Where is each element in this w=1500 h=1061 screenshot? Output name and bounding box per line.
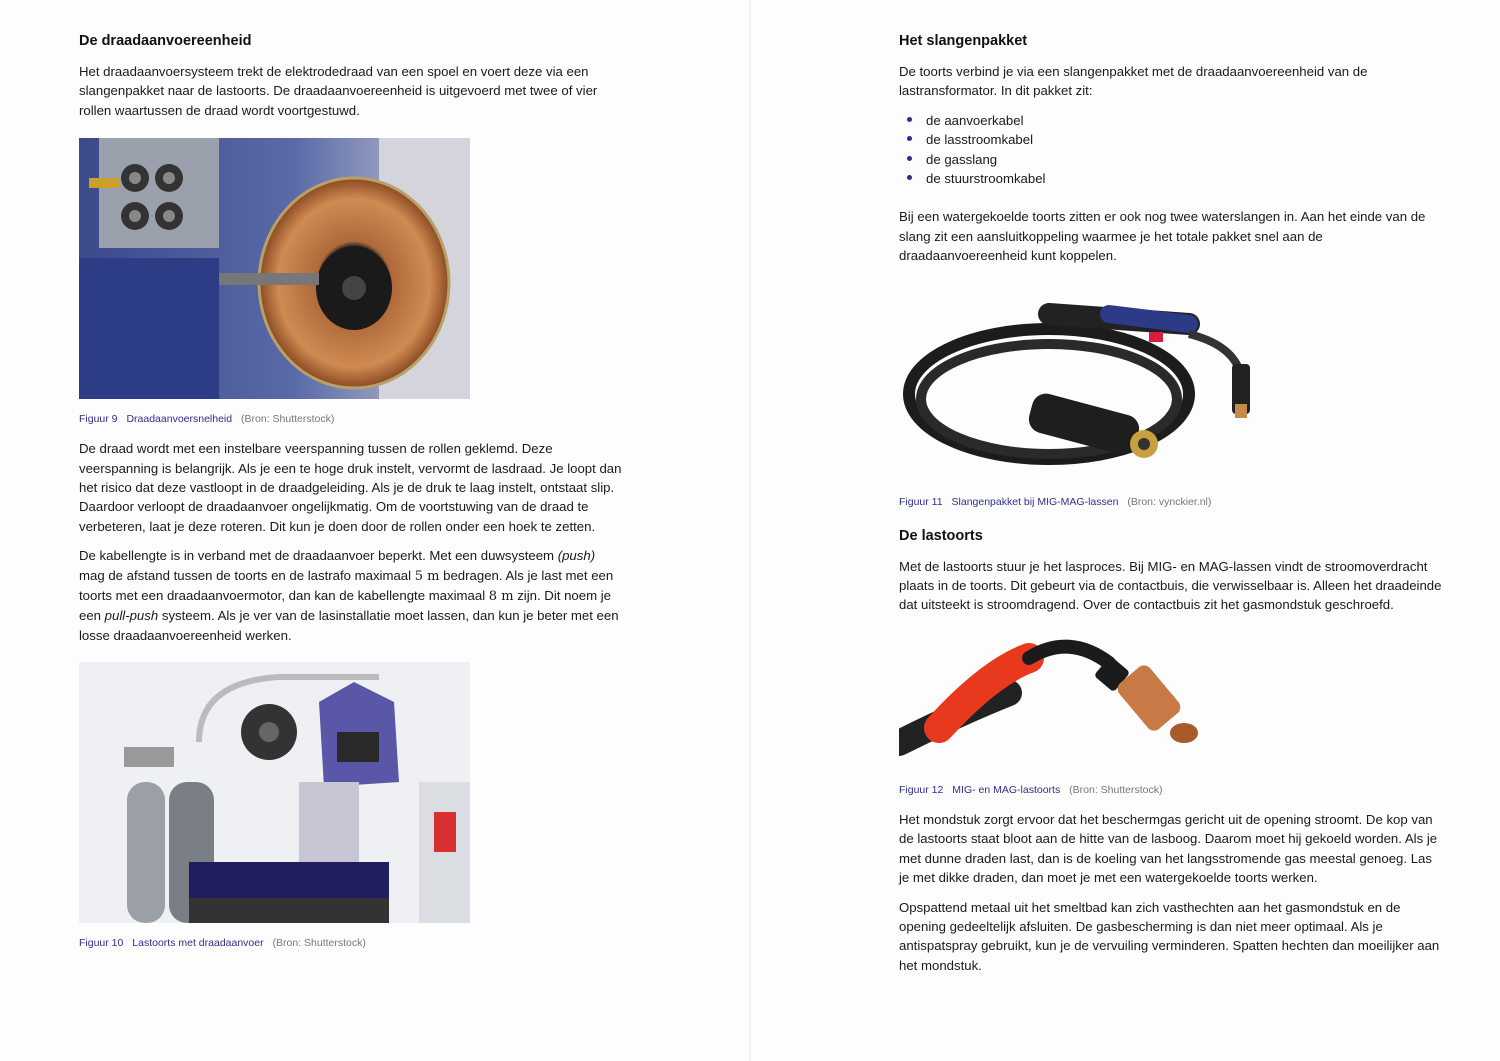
list-item-text: de aanvoerkabel (926, 112, 1024, 128)
text-span: bedragen. Als je last met een toorts met een draadaanvoermotor, dan kan de kabellengte maximaal (79, 567, 614, 604)
figure-9 (79, 138, 624, 426)
wire-feeder-photo (79, 138, 470, 399)
welding-torch-cart-photo (79, 662, 470, 923)
figure-title: Slangenpakket bij MIG-MAG-lassen (951, 495, 1119, 508)
pakket-contents-list (899, 111, 1444, 189)
list-item (899, 111, 1444, 130)
length-value-5m: 5 m (414, 568, 440, 584)
figure-10-caption (79, 936, 624, 950)
text-span: zijn. Dit noem je een (79, 588, 612, 624)
intro-paragraph-slangenpakket: De toorts verbind je via een slangenpakket met de draadaanvoereenheid van de lastransformator. In dit pakket zit: (899, 64, 1368, 99)
list-item-text: de stuurstroomkabel (926, 171, 1046, 187)
welding-torch-photo (899, 633, 1244, 775)
text-span: mag de afstand tussen de toorts en de lastrafo maximaal (79, 567, 415, 583)
bullet-icon (907, 175, 912, 180)
text-span: De kabellengte is in verband met de draadaanvoer beperkt. Met een duwsysteem (79, 548, 558, 564)
paragraph-veerspanning: De draad wordt met een instelbare veerspanning tussen de rollen geklemd. Deze veerspanning is belangrijk. Als je een te hoge druk instelt, vervormt de lasdraad. Je loopt dan het risico dat deze vastloopt in de draadgeleiding. Als je de druk te laag instelt, ontstaat slip. Daardoor verloopt de draadaanvoer ongelijkmatig. Om de voortstuwing van de draad te verbeteren, laat je deze roteren. Dit kun je doen door de rollen onder een hoek te zetten. (79, 441, 622, 534)
paragraph-antispatspray: Opspattend metaal uit het smeltbad kan zich vasthechten aan het gasmondstuk en de opening gedeeltelijk afsluiten. De gasbescherming is dan niet meer optimaal. Als je antispatspray gebruikt, kun je de vervuiling verminderen. Spatten hechten dan moeilijker aan het mondstuk. (899, 899, 1440, 973)
section-heading-lastoorts: De lastoorts (899, 527, 983, 544)
figure-number: Figuur 12 (899, 783, 944, 796)
figure-source: (Bron: vynckier.nl) (1127, 495, 1212, 508)
hose-package-photo (899, 284, 1279, 489)
figure-source: (Bron: Shutterstock) (272, 937, 366, 950)
italic-term-pull-push: pull-push (104, 608, 159, 624)
bullet-icon (907, 156, 912, 161)
italic-term-push: (push) (557, 548, 596, 564)
right-column (899, 30, 1444, 985)
section-heading-slangenpakket: Het slangenpakket (899, 33, 1028, 49)
figure-number: Figuur 11 (899, 495, 943, 508)
paragraph-kabellengte (79, 546, 624, 645)
list-item (899, 150, 1444, 169)
figure-number: Figuur 10 (79, 937, 124, 950)
figure-title: MIG- en MAG-lastoorts (952, 783, 1061, 796)
paragraph-watergekoeld: Bij een watergekoelde toorts zitten er ook nog twee waterslangen in. Aan het einde van de slang zit een aansluitkoppeling waarmee je het totale pakket snel aan de draadaanvoereenheid kunt koppelen. (899, 209, 1426, 264)
intro-paragraph: Het draadaanvoersysteem trekt de elektrodedraad van een spoel en voert deze via een slangenpakket naar de lastoorts. De draadaanvoereenheid is uitgevoerd met twee of vier rollen waartussen de draad wordt voortgestuwd. (79, 64, 598, 118)
figure-number: Figuur 9 (79, 413, 118, 426)
figure-title: Draadaanvoersnelheid (126, 413, 233, 426)
list-item-text: de gasslang (926, 151, 998, 167)
figure-source: (Bron: Shutterstock) (1069, 783, 1163, 796)
figure-10 (79, 662, 624, 950)
list-item (899, 130, 1444, 149)
list-item (899, 169, 1444, 188)
bullet-icon (907, 117, 912, 122)
bullet-icon (907, 136, 912, 141)
left-column (79, 30, 624, 963)
figure-9-caption (79, 412, 624, 426)
figure-source: (Bron: Shutterstock) (241, 413, 335, 426)
paragraph-mondstuk: Het mondstuk zorgt ervoor dat het beschermgas gericht uit de opening stroomt. De kop van de lastoorts staat bloot aan de hitte van de lasboog. Daarom moet hij gekoeld worden. Als je met dunne draden last, dan is de koeling van het langsstromende gas meestal genoeg. Las je met dikke draden, dan moet je met een watergekoelde toorts werken. (899, 811, 1438, 886)
figure-title: Lastoorts met draadaanvoer (132, 937, 264, 950)
list-item-text: de lasstroomkabel (926, 132, 1034, 148)
figure-12-caption (899, 783, 1444, 797)
figure-11-caption (899, 495, 1444, 509)
figure-11 (899, 284, 1444, 509)
paragraph-lastoorts: Met de lastoorts stuur je het lasproces. Bij MIG- en MAG-lassen vindt de stroomoverdracht plaats in de toorts. Dit gebeurt via de contactbuis, die verwisselbaar is. Alleen het draadeinde dat uitsteekt is stroomdragend. Over de contactbuis zit het gasmondstuk geschroefd. (899, 558, 1442, 613)
length-value-8m: 8 m (488, 589, 514, 605)
text-span: systeem. Als je ver van de lasinstallatie moet lassen, dan kun je beter met een losse draadaanvoereenheid werken. (79, 608, 619, 643)
figure-12 (899, 633, 1444, 797)
section-heading-draadaanvoereenheid: De draadaanvoereenheid (79, 33, 252, 49)
